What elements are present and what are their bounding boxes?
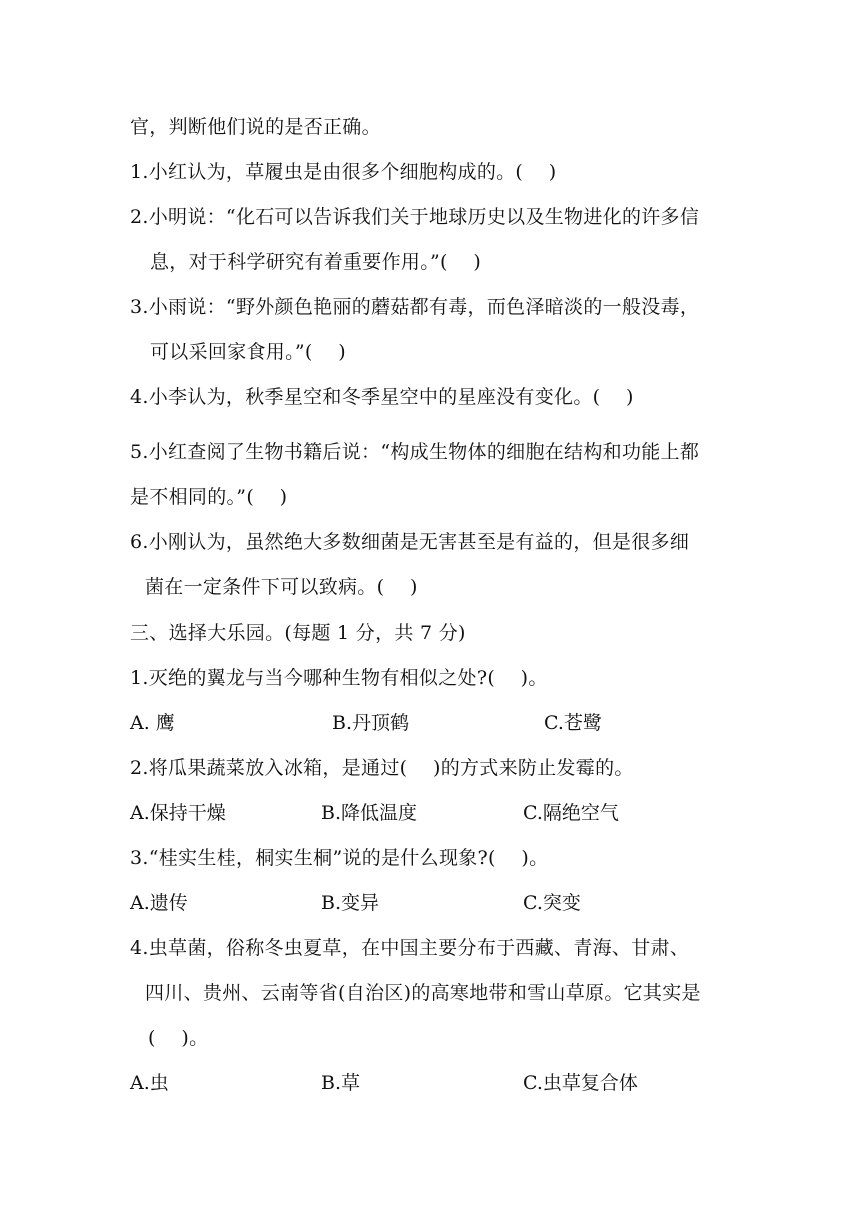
q3-option-c: C.突变 [523, 892, 581, 914]
q2-option-a: A.保持干燥 [130, 802, 226, 824]
choice-question-4-cont-1: 四川、贵州、云南等省(自治区)的高寒地带和雪山草原。它其实是 [145, 982, 701, 1004]
q3-option-a: A.遗传 [130, 892, 188, 914]
judge-item-3-cont: 可以采回家食用。”( ) [150, 341, 346, 363]
q1-option-c: C.苍鹭 [544, 712, 602, 734]
q2-option-c: C.隔绝空气 [523, 802, 619, 824]
q1-option-a: A. 鹰 [130, 712, 175, 734]
q2-option-b: B.降低温度 [321, 802, 418, 824]
judge-item-5: 5.小红查阅了生物书籍后说：“构成生物体的细胞在结构和功能上都 [130, 441, 700, 463]
judge-item-2-cont: 息，对于科学研究有着重要作用。”( ) [150, 251, 482, 273]
q4-option-c: C.虫草复合体 [523, 1072, 638, 1094]
choice-question-2: 2.将瓜果蔬菜放入冰箱，是通过( )的方式来防止发霉的。 [130, 757, 634, 779]
judge-item-1: 1.小红认为，草履虫是由很多个细胞构成的。( ) [130, 161, 557, 183]
section-title: 三、选择大乐园。(每题 1 分，共 7 分) [130, 622, 466, 644]
judge-item-4: 4.小李认为，秋季星空和冬季星空中的星座没有变化。( ) [130, 386, 634, 408]
q3-option-b: B.变异 [321, 892, 380, 914]
intro-line: 官，判断他们说的是否正确。 [130, 116, 381, 138]
choice-question-1: 1.灭绝的翼龙与当今哪种生物有相似之处?( )。 [130, 667, 548, 689]
q1-option-b: B.丹顶鹤 [332, 712, 410, 734]
judge-item-5-cont: 是不相同的。”( ) [130, 486, 288, 508]
judge-item-2: 2.小明说：“化石可以告诉我们关于地球历史以及生物进化的许多信 [130, 206, 700, 228]
choice-question-3: 3.“桂实生桂，桐实生桐”说的是什么现象?( )。 [130, 847, 549, 869]
judge-item-6-cont: 菌在一定条件下可以致病。( ) [145, 576, 418, 598]
q4-option-b: B.草 [321, 1072, 361, 1094]
choice-question-4: 4.虫草菌，俗称冬虫夏草，在中国主要分布于西藏、青海、甘肃、 [130, 937, 690, 959]
choice-question-4-cont-2: ( )。 [148, 1027, 209, 1049]
judge-item-6: 6.小刚认为，虽然绝大多数细菌是无害甚至是有益的，但是很多细 [130, 531, 690, 553]
q4-option-a: A.虫 [130, 1072, 169, 1094]
judge-item-3: 3.小雨说：“野外颜色艳丽的蘑菇都有毒，而色泽暗淡的一般没毒， [130, 296, 700, 318]
